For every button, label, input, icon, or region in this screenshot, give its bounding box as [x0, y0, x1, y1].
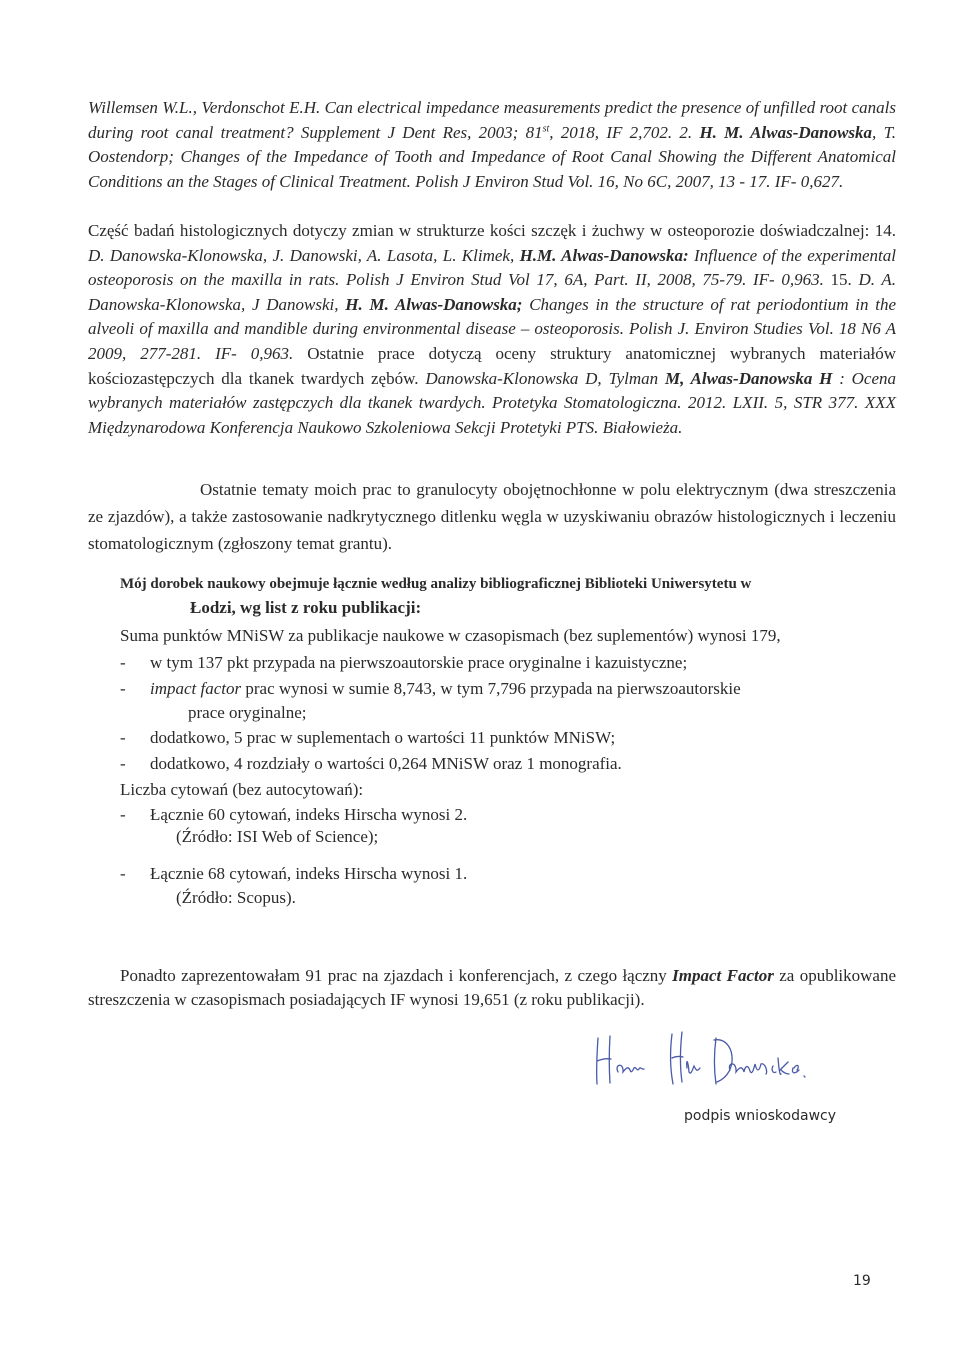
conference-paragraph: Ponadto zaprezentowałam 91 prac na zjazdach i konferencjach, z czego łączny Impact Factor za opublikowane streszczenia w czasopismach posiadających IF wynosi 19,651 (z roku publikacji).: [88, 966, 897, 1009]
ref15-number: 15.: [823, 270, 859, 290]
signature-stroke-d: [714, 1038, 732, 1084]
summary-chapters: - dodatkowo, 4 rozdziały o wartości 0,264 MNiSW oraz 1 monografia.: [120, 754, 622, 773]
ref-prosthetics-author-bold: M, Alwas-Danowska H: [664, 368, 833, 388]
summary-heading-line2: Łodzi, wg list z roku publikacji:: [190, 598, 422, 617]
summary-citations-scopus: - Łącznie 68 cytowań, indeks Hirscha wynosi 1.: [120, 864, 468, 883]
ref1-title: Can electrical impedance measurements predict the presence of unfilled root canals during root canal treatment? Supplement J Dent Res, 2003; 81: [88, 98, 896, 142]
recent-work-intro: Ostatnie prace dotyczą oceny struktury anatomicznej wybranych materiałów kościozastępczych dla tkanek twardych zębów.: [88, 343, 896, 388]
ref1-tail: , 2018, IF 2,702. 2.: [549, 122, 693, 142]
ref1-superscript: st: [542, 122, 550, 134]
signature-dot: [804, 1076, 805, 1077]
signature-stroke-h1: [597, 1036, 611, 1084]
summary-source-wos: (Źródło: ISI Web of Science);: [176, 827, 379, 846]
signature-stroke-anowska: [729, 1058, 799, 1074]
ref15-author-bold: H. M. Alwas-Danowska;: [345, 294, 523, 314]
impact-factor-label: Impact Factor: [672, 966, 774, 985]
summary-source-scopus: (Źródło: Scopus).: [176, 888, 296, 907]
ref15-text: Changes in the structure of rat periodontium in the alveoli of maxilla and mandible during environmental disease – osteoporosis. Polish J. Environ Studies Vol. 18 N6 A 2009, 277-281. IF- 0,963.: [88, 294, 897, 363]
reference-willemsen: [88, 96, 896, 194]
signature-stroke-was: [687, 1062, 700, 1074]
ref-prosthetics-text: : Ocena wybranych materiałów zastępczych dla tkanek twardych. Protetyka Stomatologiczna. 2012. LXII. 5, STR 377. XXX Międzynarodowa Konferencja Naukowo Szkoleniowa Sekcji Protetyki PTS. Białowieża.: [88, 368, 897, 437]
page-number: 19: [853, 1273, 871, 1289]
ref2-author: H. M. Alwas-Danowska: [699, 122, 873, 142]
ref14-text: Influence of the experimental osteoporosis on the maxilla in rats. Polish J Environ Stud Vol 17, 6A, Part. II, 2008, 75-79. IF- 0,963.: [88, 245, 896, 290]
signature-stroke-anna: [617, 1065, 644, 1072]
ref14-author-bold: H.M. Alwas-Danowska:: [519, 245, 689, 265]
summary-first-author-points: - w tym 137 pkt przypada na pierwszoautorskie prace oryginalne i kazuistyczne;: [120, 653, 688, 672]
summary-citations-heading: Liczba cytowań (bez autocytowań):: [120, 780, 364, 799]
summary-citations-wos: - Łącznie 60 cytowań, indeks Hirscha wynosi 2.: [120, 805, 468, 824]
summary-impact-factor: - impact factor prac wynosi w sumie 8,743, w tym 7,796 przypada na pierwszoautorskie: [120, 679, 741, 698]
histology-paragraph: [88, 219, 896, 440]
ref-prosthetics-authors: Danowska-Klonowska D, Tylman: [425, 368, 665, 388]
histology-intro: Część badań histologicznych dotyczy zmian w strukturze kości szczęk i żuchwy w osteoporozie doświadczalnej: 14.: [88, 221, 896, 240]
handwritten-signature: [590, 1028, 890, 1088]
ref14-authors: D. Danowska-Klonowska, J. Danowski, A. Lasota, L. Klimek,: [88, 245, 520, 265]
ref15-authors: D. A. Danowska-Klonowska, J Danowski,: [88, 270, 897, 314]
summary-original-works: prace oryginalne;: [188, 703, 307, 722]
signature-stroke-h2: [671, 1032, 683, 1084]
summary-supplements: - dodatkowo, 5 prac w suplementach o wartości 11 punktów MNiSW;: [120, 728, 616, 747]
summary-points-total: Suma punktów MNiSW za publikacje naukowe w czasopismach (bez suplementów) wynosi 179,: [120, 626, 781, 645]
signature-label: podpis wnioskodawcy: [684, 1108, 837, 1124]
recent-topics-paragraph: Ostatnie tematy moich prac to granulocyty obojętnochłonne w polu elektrycznym (dwa streszczenia ze zjazdów), a także zastosowanie nadkrytycznego ditlenku węgla w uzyskiwaniu obrazów histologicznych i leczeniu stomatologicznym (zgłoszony temat grantu).: [88, 480, 896, 553]
summary-heading-line1: Mój dorobek naukowy obejmuje łącznie według analizy bibliograficznej Biblioteki Uniwersytetu w: [120, 576, 752, 592]
ref2-text: , T. Oostendorp; Changes of the Impedance of Tooth and Impedance of Root Canal Showing the Different Anatomical Conditions an the Stages of Clinical Treatment. Polish J Environ Stud Vol. 16, No 6C, 2007, 13 - 17. IF- 0,627.: [88, 122, 897, 191]
ref1-authors: Willemsen W.L., Verdonschot E.H.: [88, 98, 321, 117]
